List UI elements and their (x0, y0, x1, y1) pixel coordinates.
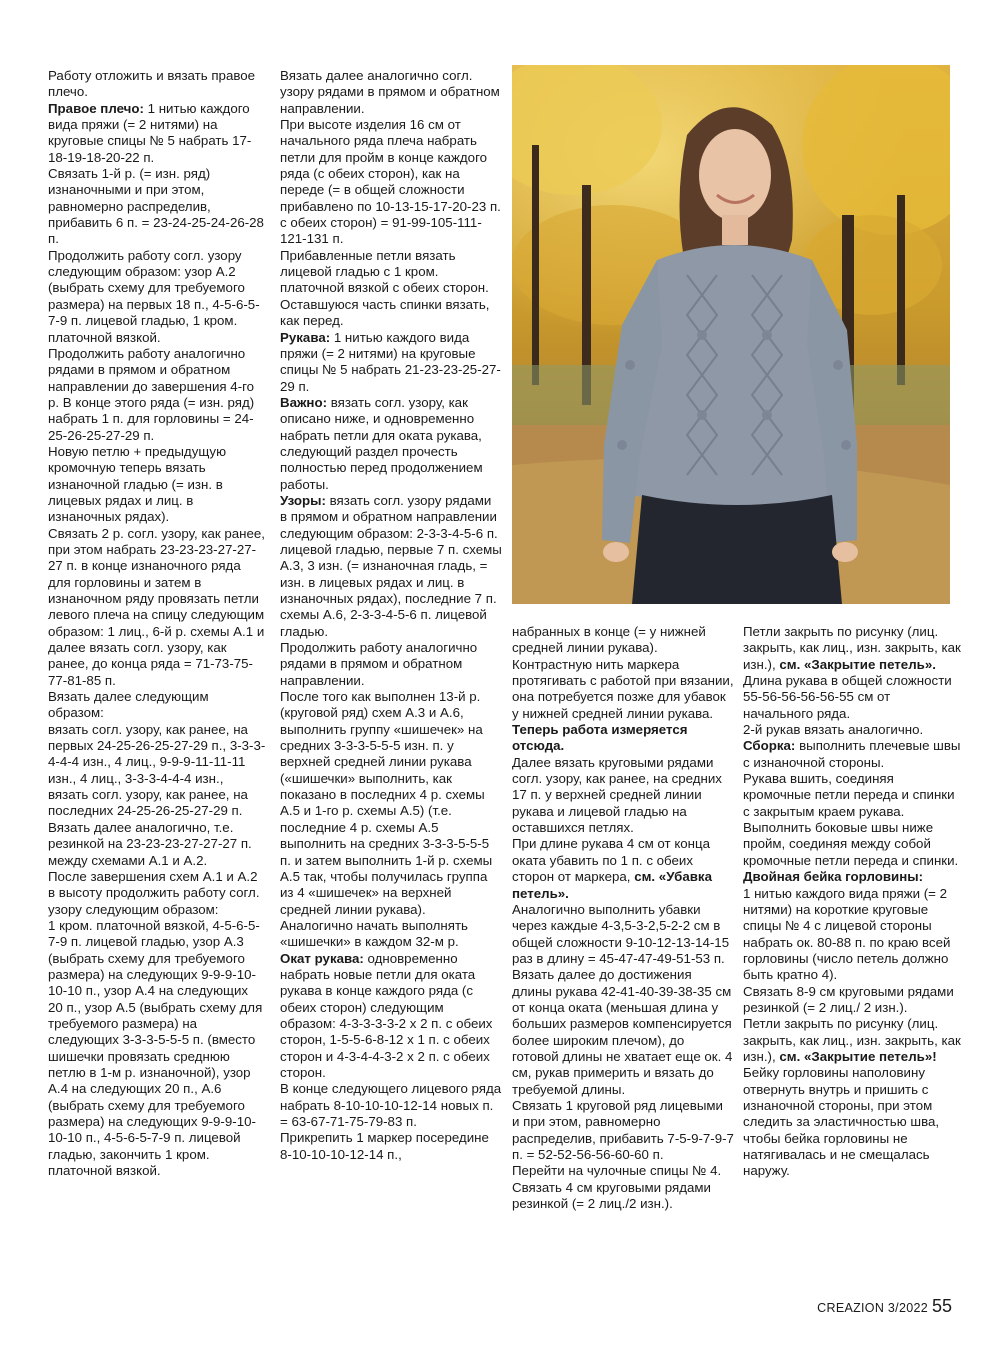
paragraph-text: Прибавленные петли вязать лицевой гладью с 1 кром. платочной вязкой с обеих сторон. (280, 247, 489, 296)
paragraph-text: одновременно набрать новые петли для оката рукава в конце каждого ряда (с обеих сторон) следующим образом: 4-3-3-3-3-2 х 2 п. с обеих сторон, 1-5-5-6-8-12 х 1 п. с обеих сторон и 4-3-4-4-3-2 х 2 п. с обеих сторон. (280, 950, 493, 1080)
paragraph (48, 689, 266, 820)
paragraph (512, 902, 734, 967)
paragraph-text: Прикрепить 1 маркер посередине 8-10-10-10-12-14 п., (280, 1130, 489, 1162)
paragraph-text: 1 нитью каждого вида пряжи (= 2 нитями) на короткие круговые спицы № 4 с лицевой стороны набрать ок. 80-88 п. по краю всей горловины (число петель должно быть кратно 4). (743, 885, 951, 983)
text-column-3 (512, 624, 734, 1212)
paragraph-text: Вязать далее аналогично, т.е. резинкой на 23-23-23-27-27-27 п. между схемами А.1 и А.2. (48, 819, 252, 868)
page-footer (812, 1296, 952, 1316)
model-photo (512, 65, 950, 604)
paragraph (48, 444, 266, 526)
paragraph (512, 967, 734, 1098)
paragraph (743, 1065, 963, 1179)
paragraph (743, 673, 963, 722)
paragraph-text: вязать согл. узору, как описано ниже, и одновременно набрать петли для оката рукава, следующий раздел прочесть полностью перед продолжением работы. (280, 394, 483, 492)
paragraph (48, 166, 266, 248)
paragraph-text: Вязать далее следующим образом: вязать согл. узору, как ранее, на первых 24-25-26-25-27-29 п., 3-3-3-4-4-4 изн., 4 лиц., 9-9-9-11-11-11 изн., 4 лиц., 3-3-3-4-4-4 изн., вязать согл. узору, как ранее, на последних 24-25-26-25-27-29 п. (48, 689, 266, 819)
paragraph-text: Петли закрыть по рисунку (лиц. закрыть, как лиц., изн. закрыть, как изн.), (743, 624, 961, 672)
paragraph-text: 2-й рукав вязать аналогично. (743, 722, 924, 738)
bold-heading: Рукава: (280, 329, 331, 345)
paragraph (48, 248, 266, 346)
paragraph-text: Аналогично начать выполнять «шишечки» в каждом 32-м р. (280, 917, 468, 950)
paragraph-text: Продолжить работу аналогично рядами в прямом и обратном направлении до завершения 4-го р. В конце этого ряда (= изн. ряд) набрать 1 п. для горловины = 24-25-26-25-27-29 п. (48, 345, 255, 443)
paragraph-text: Выполнить боковые швы ниже пройм, соединяя между собой кромочные петли переда и спинки. (743, 820, 959, 868)
bold-heading: Теперь работа измеряется отсюда. (512, 722, 688, 754)
paragraph (280, 248, 502, 297)
paragraph-text: Перейти на чулочные спицы № 4. (512, 1163, 722, 1179)
paragraph-text: 1 нитью каждого вида пряжи (= 2 нитями) на круговые спицы № 5 набрать 17-18-19-18-20-22 п. (48, 100, 252, 165)
paragraph-text: После завершения схем А.1 и А.2 в высоту продолжить работу согл. узору следующим образом: 1 кром. платочной вязкой, 4-5-6-5-7-9 п. лицевой гладью, узор А.3 (выбрать схему для требуемого размера) на следующих 9-9-9-10-10-10 п., узор А.4 на следующих 20 п., узор А.5 (выбрать схему для требуемого размера) на следующих 3-3-3-5-5-5 п. (вместо шишечки провязать среднюю петлю в 1-м р. изнаночной), узор А.4 на следующих 20 п., А.6 (выбрать схему для требуемого размера) на следующих 9-9-9-10-10-10 п., 4-5-6-5-7-9 п. лицевой гладью, закончить 1 кром. платочной вязкой. (48, 868, 263, 1179)
paragraph (743, 771, 963, 820)
paragraph (743, 984, 963, 1017)
text-column-2 (280, 68, 502, 1163)
paragraph (512, 1180, 734, 1213)
paragraph-text: Связать 2 р. согл. узору, как ранее, при этом набрать 23-23-23-27-27-27 п. в конце изнаночного ряда для горловины и затем в изнаночном ряду провязать петли левого плеча на спицу следующим образом: 1 лиц., 6-й р. схемы А.1 и далее вязать согл. узору, как ранее, до конца ряда = 71-73-75-77-81-85 п. (48, 525, 265, 688)
paragraph (48, 820, 266, 869)
paragraph (512, 624, 734, 657)
paragraph (280, 330, 502, 395)
paragraph (512, 1163, 734, 1179)
paragraph-text: После того как выполнен 13-й р. (круговой ряд) схем А.3 и А.6, выполнить группу «шишечек» на средних 3-3-3-5-5-5 изн. п. у верхней средней линии рукава («шишечки» выполнить, как показано в последних 4 р. схемы А.5 и 1-го р. схемы А.5) (т.е. последние 4 р. схемы А.5 выполнить на средних 3-3-3-5-5-5 п. и затем выполнить 1-й р. схемы А.5 так, чтобы получилась группа из 4 «шишечек» на верхней средней линии рукава). (280, 689, 493, 917)
paragraph-text: Длина рукава в общей сложности 55-56-56-56-56-55 см от начального ряда. (743, 673, 952, 721)
paragraph (512, 722, 734, 755)
paragraph-text: При высоте изделия 16 см от начального ряда плеча набрать петли для пройм в конце каждого ряда (с обеих сторон), как на переде (= в общей сложности прибавлено по 10-13-15-17-20-23 п. с обеих сторон) = 91-99-105-111-121-131 п. (280, 117, 501, 247)
paragraph (743, 820, 963, 869)
paragraph-text: Оставшуюся часть спинки вязать, как перед. (280, 296, 490, 329)
paragraph (48, 101, 266, 166)
page-number: 55 (931, 1296, 952, 1316)
paragraph (48, 346, 266, 444)
text-column-4 (743, 624, 963, 1180)
bold-heading: Двойная бейка горловины: (743, 869, 924, 885)
paragraph (280, 1130, 502, 1163)
paragraph-text: Контрастную нить маркера протягивать с работой при вязании, она потребуется позже для убавок у нижней средней линии рукава. (512, 656, 734, 721)
bold-reference: см. «Убавка петель». (512, 869, 712, 901)
paragraph (743, 722, 963, 738)
paragraph-text: Связать 8-9 см круговыми рядами резинкой (= 2 лиц./ 2 изн.). (743, 983, 954, 1015)
paragraph (48, 526, 266, 689)
paragraph-text: Связать 1 круговой ряд лицевыми и при этом, равномерно распределив, прибавить 7-5-9-7-9-7 п. = 52-52-56-56-60-60 п. (512, 1097, 734, 1162)
paragraph-text: набранных в конце (= у нижней средней линии рукава). (512, 624, 706, 656)
bold-heading: Правое плечо: (48, 100, 144, 116)
paragraph (280, 951, 502, 1082)
paragraph (743, 869, 963, 983)
paragraph (280, 1081, 502, 1130)
paragraph-text: При длине рукава 4 см от конца оката убавить по 1 п. с обеих сторон от маркера, (512, 836, 711, 885)
paragraph (512, 657, 734, 722)
bold-heading: Окат рукава: (280, 950, 364, 966)
bold-reference: см. «Закрытие петель». (779, 656, 936, 672)
bold-heading: Сборка: (743, 738, 796, 754)
text-column-1 (48, 68, 266, 1179)
paragraph-text: Петли закрыть по рисунку (лиц. закрыть, как лиц., изн. закрыть, как изн.), (743, 1016, 961, 1064)
paragraph (280, 68, 502, 117)
paragraph (280, 689, 502, 918)
paragraph (280, 395, 502, 493)
bold-heading: Важно: (280, 394, 328, 410)
paragraph (280, 918, 502, 951)
paragraph-text: Связать 1-й р. (= изн. ряд) изнаночными и при этом, равномерно распределив, прибавить 6 п. = 23-24-25-24-26-28 п. (48, 166, 264, 247)
paragraph (280, 117, 502, 248)
paragraph-text: выполнить плечевые швы с изнаночной стороны. (743, 738, 961, 770)
paragraph-text: Связать 4 см круговыми рядами резинкой (= 2 лиц./2 изн.). (512, 1179, 711, 1212)
paragraph (512, 836, 734, 901)
magazine-issue: CREAZION 3/2022 (817, 1301, 928, 1315)
paragraph-text: Далее вязать круговыми рядами согл. узору, как ранее, на средних 17 п. у верхней средней линии рукава и лицевой гладью на оставшихся петлях. (512, 754, 722, 836)
paragraph-text: Вязать далее аналогично согл. узору рядами в прямом и обратном направлении. (280, 68, 500, 116)
paragraph (512, 1098, 734, 1163)
paragraph-text: Бейку горловины наполовину отвернуть внутрь и пришить с изнаночной стороны, при этом следить за эластичностью шва, чтобы бейка горловины не натягивалась и не смещалась наружу. (743, 1065, 940, 1179)
paragraph-text: Аналогично выполнить убавки через каждые 4-3,5-3-2,5-2-2 см в общей сложности 9-10-12-13-14-15 раз в длину = 45-47-47-49-51-53 п. (512, 901, 730, 966)
paragraph (48, 68, 266, 101)
paragraph (743, 738, 963, 771)
bold-heading: Узоры: (280, 492, 326, 508)
paragraph-text: вязать согл. узору рядами в прямом и обратном направлении следующим образом: 2-3-3-4-5-6 п. лицевой гладью, первые 7 п. схемы А.3, 3 изн. (= изнаночная гладь, = изн. в лицевых рядах и лиц. в изнаночных рядах), последние 7 п. схемы А.6, 2-3-3-4-5-6 п. лицевой гладью. (280, 492, 502, 639)
paragraph (48, 869, 266, 1180)
paragraph (280, 640, 502, 689)
paragraph (512, 755, 734, 837)
paragraph-text: Вязать далее до достижения длины рукава 42-41-40-39-38-35 см от конца оката (меньшая длина у больших размеров компенсируется более широким плечом), до готовой длины не хватает еще ок. 4 см, рукав примерить и вязать до требуемой длины. (512, 967, 733, 1097)
paragraph-text: 1 нитью каждого вида пряжи (= 2 нитями) на круговые спицы № 5 набрать 21-23-23-25-27-29 п. (280, 329, 501, 394)
paragraph (280, 297, 502, 330)
paragraph-text: Новую петлю + предыдущую кромочную теперь вязать изнаночной гладью (= изн. в лицевых рядах и лиц. в изнаночных рядах). (48, 443, 227, 525)
paragraph-text: Продолжить работу согл. узору следующим образом: узор А.2 (выбрать схему для требуемого размера) на первых 18 п., 4-5-6-5-7-9 п. лицевой гладью, 1 кром. платочной вязкой. (48, 247, 260, 345)
paragraph (743, 624, 963, 673)
paragraph-text: Рукава вшить, соединяя кромочные петли переда и спинки с закрытым краем рукава. (743, 771, 955, 819)
paragraph-text: Продолжить работу аналогично рядами в прямом и обратном направлении. (280, 640, 478, 688)
paragraph-text: В конце следующего лицевого ряда набрать 8-10-10-10-12-14 новых п. = 63-67-71-75-79-83 п. (280, 1081, 502, 1129)
paragraph (743, 1016, 963, 1065)
paragraph-text: Работу отложить и вязать правое плечо. (48, 68, 256, 100)
paragraph (280, 493, 502, 640)
bold-reference: см. «Закрытие петель»! (779, 1048, 937, 1064)
